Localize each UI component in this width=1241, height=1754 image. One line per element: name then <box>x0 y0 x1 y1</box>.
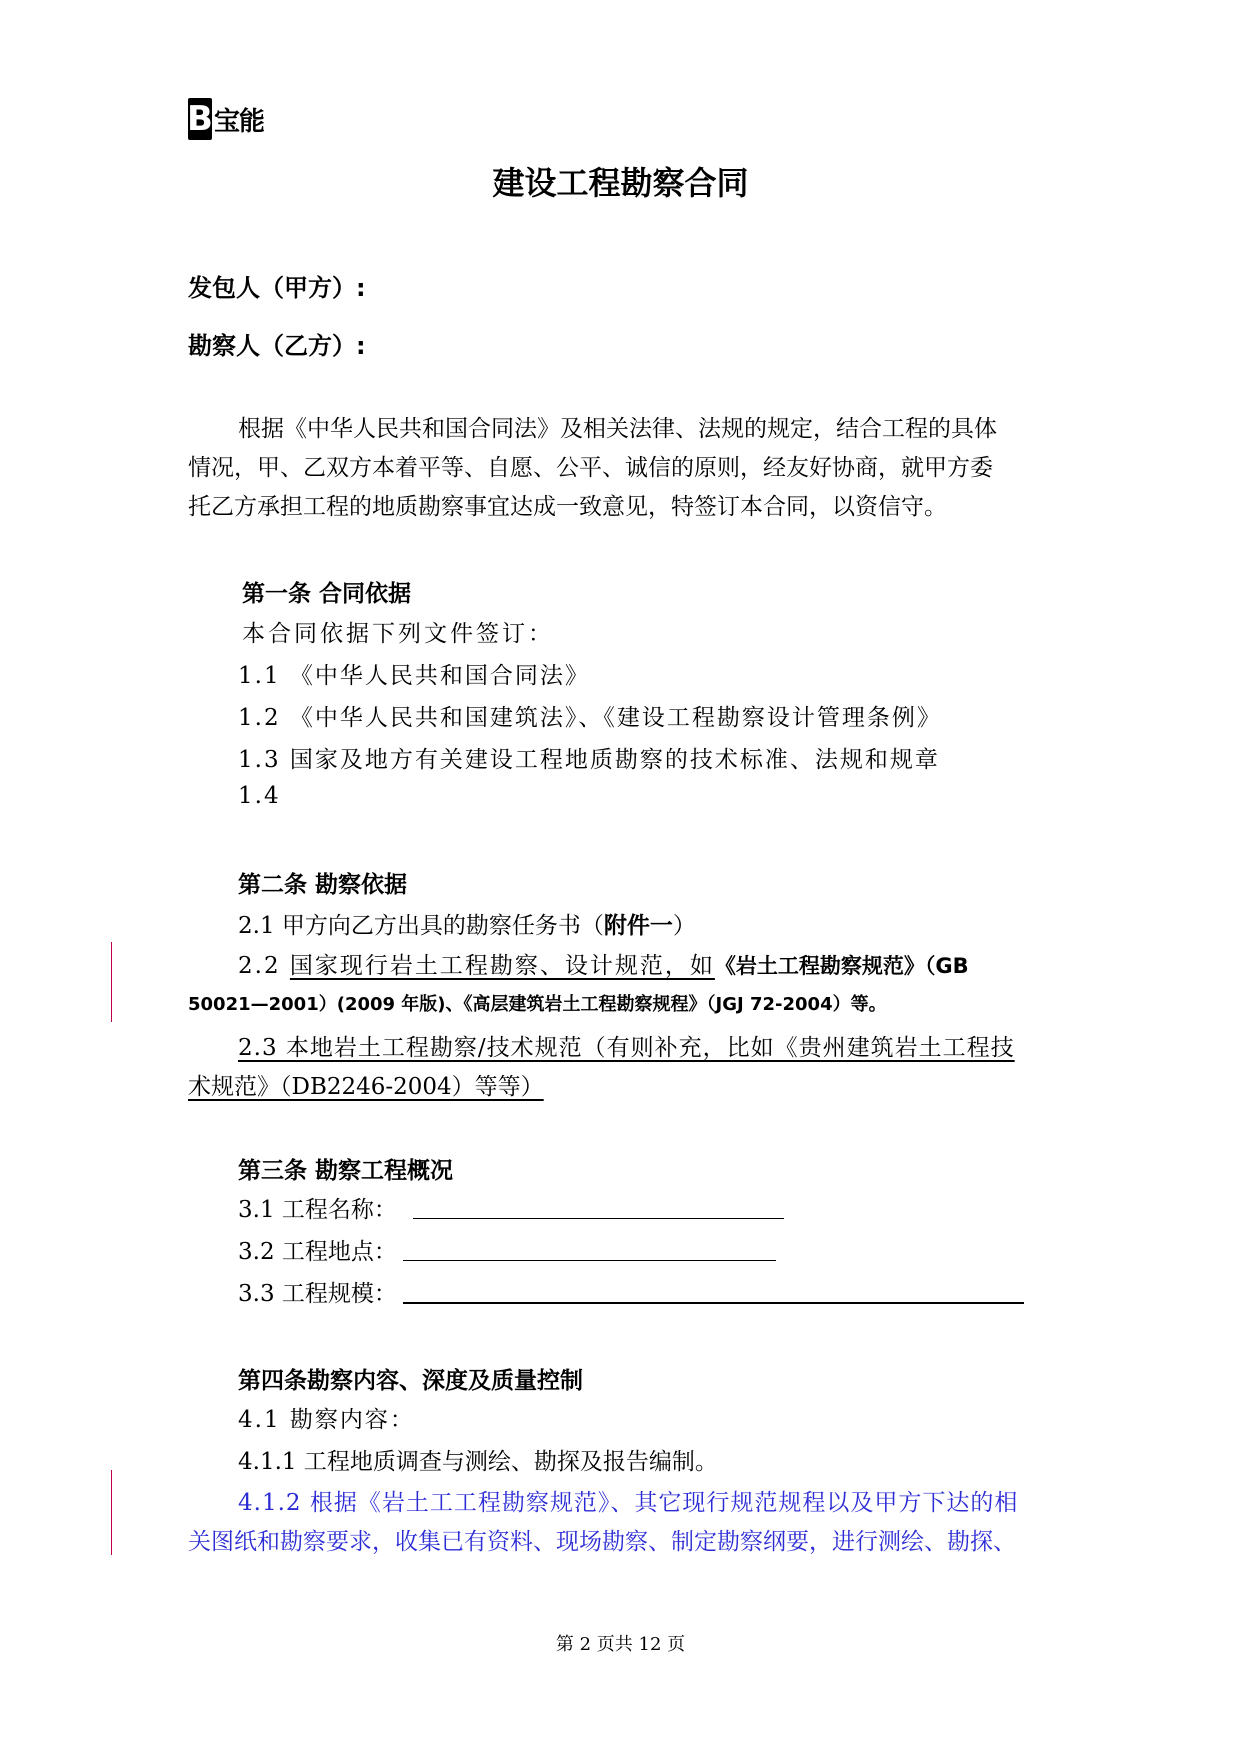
logo-brand: 宝能 <box>214 106 265 137</box>
article-2-item-2-num: 2.2 <box>238 953 290 979</box>
article-2-item-1 <box>238 907 696 940</box>
article-1-item: 1.1 《中华人民共和国合同法》 <box>238 663 590 689</box>
article-2-item-1-text: 2.1 甲方向乙方出具的勘察任务书（ <box>238 913 604 939</box>
article-2-item-2-underlined: 国家现行岩土工程勘察、设计规范，如 <box>289 953 715 979</box>
project-location-blank <box>403 1260 776 1261</box>
article-4-heading: 第四条勘察内容、深度及质量控制 <box>238 1368 583 1394</box>
project-name-row <box>238 1191 397 1224</box>
intro-line-2: 情况，甲、乙双方本着平等、自愿、公平、诚信的原则，经友好协商，就甲方委 <box>188 455 993 481</box>
surveyor-label: 勘察人（乙方）: <box>188 332 366 360</box>
project-location-row <box>238 1233 397 1266</box>
employer-label: 发包人（甲方）: <box>188 274 366 302</box>
article-2-heading: 第二条 勘察依据 <box>238 872 408 898</box>
project-name-blank <box>413 1218 784 1219</box>
article-4-item-3-line-1: 4.1.2 根据《岩土工工程勘察规范》、其它现行规范规程以及甲方下达的相 <box>238 1490 1019 1516</box>
revision-bar <box>111 942 112 1022</box>
article-2-item-1-close: ） <box>672 913 696 939</box>
article-1-item: 1.4 <box>238 783 281 809</box>
article-1-item: 1.2 《中华人民共和国建筑法》、《建设工程勘察设计管理条例》 <box>238 705 942 731</box>
project-scale-label: 3.3 工程规模： <box>238 1281 397 1307</box>
article-1-item: 1.3 国家及地方有关建设工程地质勘察的技术标准、法规和规章 <box>238 747 940 773</box>
project-name-label: 3.1 工程名称： <box>238 1197 397 1223</box>
article-2-item-3-line-1: 2.3 本地岩土工程勘察/技术规范（有则补充，比如《贵州建筑岩土工程技 <box>238 1035 1015 1061</box>
article-4-item-1: 4.1 勘察内容： <box>238 1407 415 1433</box>
article-1-heading: 第一条 合同依据 <box>242 581 412 607</box>
project-location-label: 3.2 工程地点： <box>238 1239 397 1265</box>
article-2-item-2-standard: 《岩土工程勘察规范》（GB <box>714 954 969 978</box>
article-2-item-2-line-2: 50021—2001）(2009 年版)、《高层建筑岩土工程勘察规程》（JGJ 72-2004）等。 <box>188 994 887 1015</box>
project-scale-row <box>238 1275 397 1308</box>
attachment-ref: 附件一 <box>603 913 673 939</box>
article-2-item-2 <box>238 947 969 980</box>
company-logo <box>188 96 264 142</box>
revision-bar <box>111 1470 112 1555</box>
article-4-item-3-line-2: 关图纸和勘察要求，收集已有资料、现场勘察、制定勘察纲要，进行测绘、勘探、 <box>188 1529 1016 1555</box>
intro-line-1: 根据《中华人民共和国合同法》及相关法律、法规的规定，结合工程的具体 <box>238 416 997 442</box>
article-1-lead: 本合同依据下列文件签订： <box>242 621 554 647</box>
document-title: 建设工程勘察合同 <box>492 164 749 202</box>
article-2-item-3-line-2: 术规范》（DB2246-2004）等等） <box>188 1074 544 1100</box>
article-3-heading: 第三条 勘察工程概况 <box>238 1158 454 1184</box>
project-scale-blank <box>403 1302 1024 1304</box>
intro-line-3: 托乙方承担工程的地质勘察事宜达成一致意见，特签订本合同，以资信守。 <box>188 494 947 520</box>
page-footer: 第 2 页共 12 页 <box>555 1634 686 1655</box>
logo-mark: B <box>187 99 213 139</box>
article-4-item-2: 4.1.1 工程地质调查与测绘、勘探及报告编制。 <box>238 1449 718 1475</box>
